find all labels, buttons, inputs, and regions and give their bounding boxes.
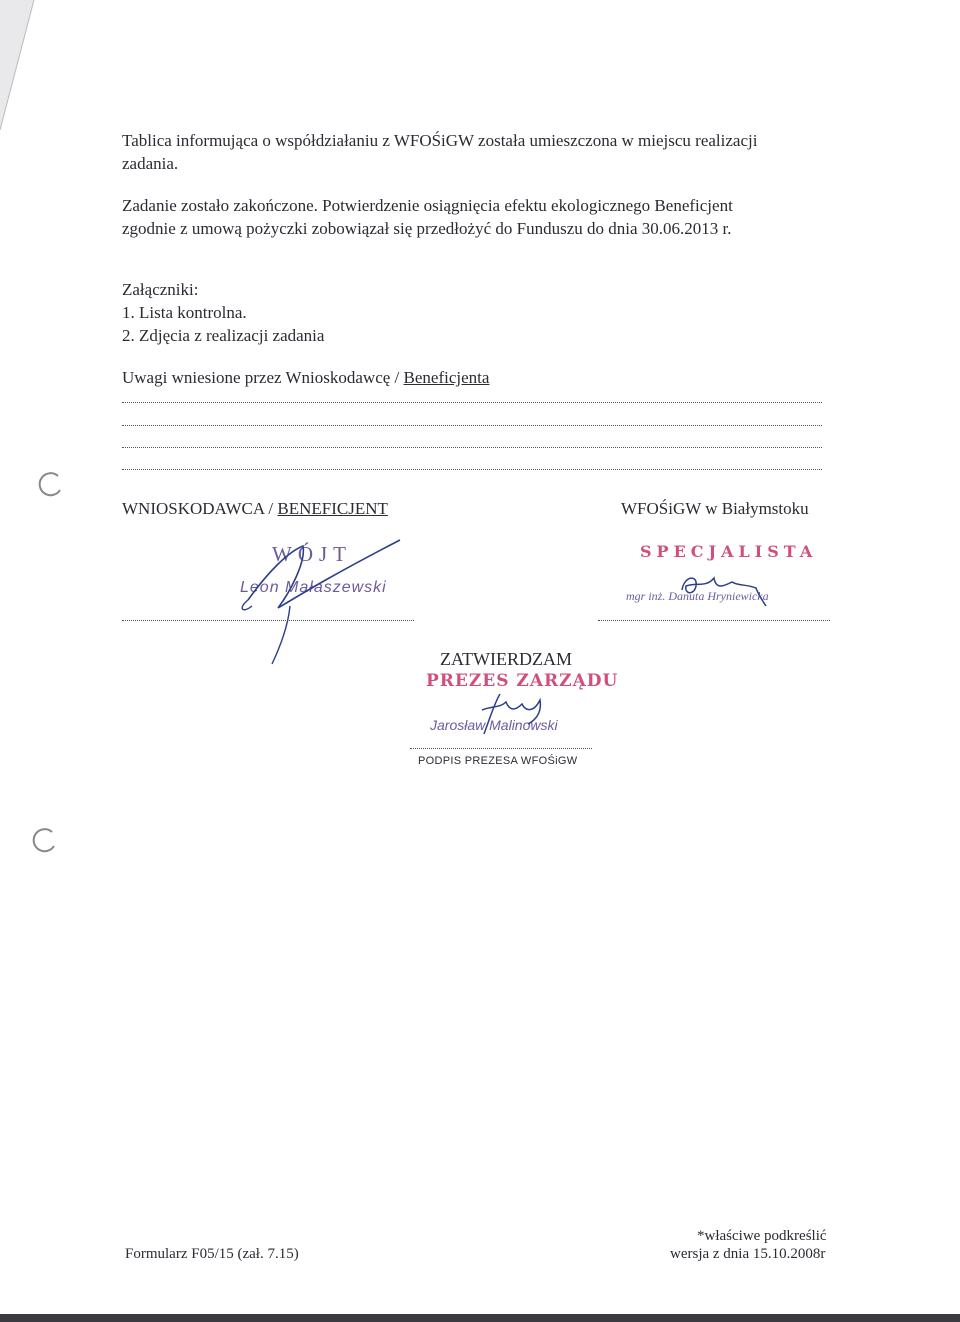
applicant-heading-underlined: BENEFICJENT	[277, 499, 388, 518]
applicant-heading-prefix: WNIOSKODAWCA /	[122, 499, 278, 518]
fund-stamp-title: SPECJALISTA	[640, 542, 818, 561]
intro-line-2: zadania.	[122, 154, 179, 173]
remarks-label-underlined: Beneficjenta	[403, 368, 490, 387]
intro-paragraph	[122, 129, 862, 175]
fund-signature-line	[598, 620, 830, 621]
attachments-heading: Załączniki:	[122, 280, 199, 299]
punch-hole-top	[36, 470, 66, 505]
approval-stamp-name: Jarosław Malinowski	[430, 717, 558, 733]
approval-handwritten-signature	[470, 690, 560, 743]
scan-bottom-edge	[0, 1314, 960, 1322]
approval-caption: PODPIS PREZESA WFOŚiGW	[418, 755, 578, 767]
remarks-label	[122, 367, 489, 389]
remarks-dotted-line-4	[122, 469, 822, 470]
intro-line-1: Tablica informująca o współdziałaniu z WFOŚiGW została umieszczona w miejscu realizacji	[122, 131, 758, 150]
remarks-label-prefix: Uwagi wniesione przez Wnioskodawcę /	[122, 368, 404, 387]
attachment-item-2: 2. Zdjęcia z realizacji zadania	[122, 326, 325, 345]
approval-heading: ZATWIERDZAM	[440, 649, 572, 669]
remarks-dotted-line-3	[122, 447, 822, 448]
footer-underline-note: *właściwe podkreślić	[697, 1228, 827, 1244]
completion-line-2: zgodnie z umową pożyczki zobowiązał się przedłożyć do Funduszu do dnia 30.06.2013 r.	[122, 219, 732, 238]
remarks-dotted-line-1	[122, 402, 822, 403]
approval-signature-line	[410, 748, 592, 749]
page-corner-fold	[0, 0, 40, 140]
completion-line-1: Zadanie zostało zakończone. Potwierdzenie osiągnięcia efektu ekologicznego Beneficjent	[122, 196, 733, 215]
approval-stamp-title: PREZES ZARZĄDU	[426, 671, 619, 691]
applicant-stamp-title: WÓJT	[272, 542, 352, 566]
punch-hole-bottom	[30, 826, 60, 861]
attachment-item-1: 1. Lista kontrolna.	[122, 303, 247, 322]
applicant-signature-line	[122, 620, 414, 621]
footer-version: wersja z dnia 15.10.2008r	[670, 1246, 826, 1262]
remarks-dotted-line-2	[122, 425, 822, 426]
footer-form-number: Formularz F05/15 (zał. 7.15)	[125, 1246, 299, 1262]
completion-paragraph	[122, 194, 862, 240]
applicant-heading	[122, 498, 388, 520]
fund-heading: WFOŚiGW w Białymstoku	[621, 499, 809, 518]
applicant-handwritten-signature	[228, 532, 418, 677]
fund-stamp-name: mgr inż. Danuta Hryniewicka	[626, 589, 769, 603]
fund-handwritten-signature	[676, 564, 786, 613]
applicant-stamp-name: Leon Małaszewski	[240, 579, 387, 596]
